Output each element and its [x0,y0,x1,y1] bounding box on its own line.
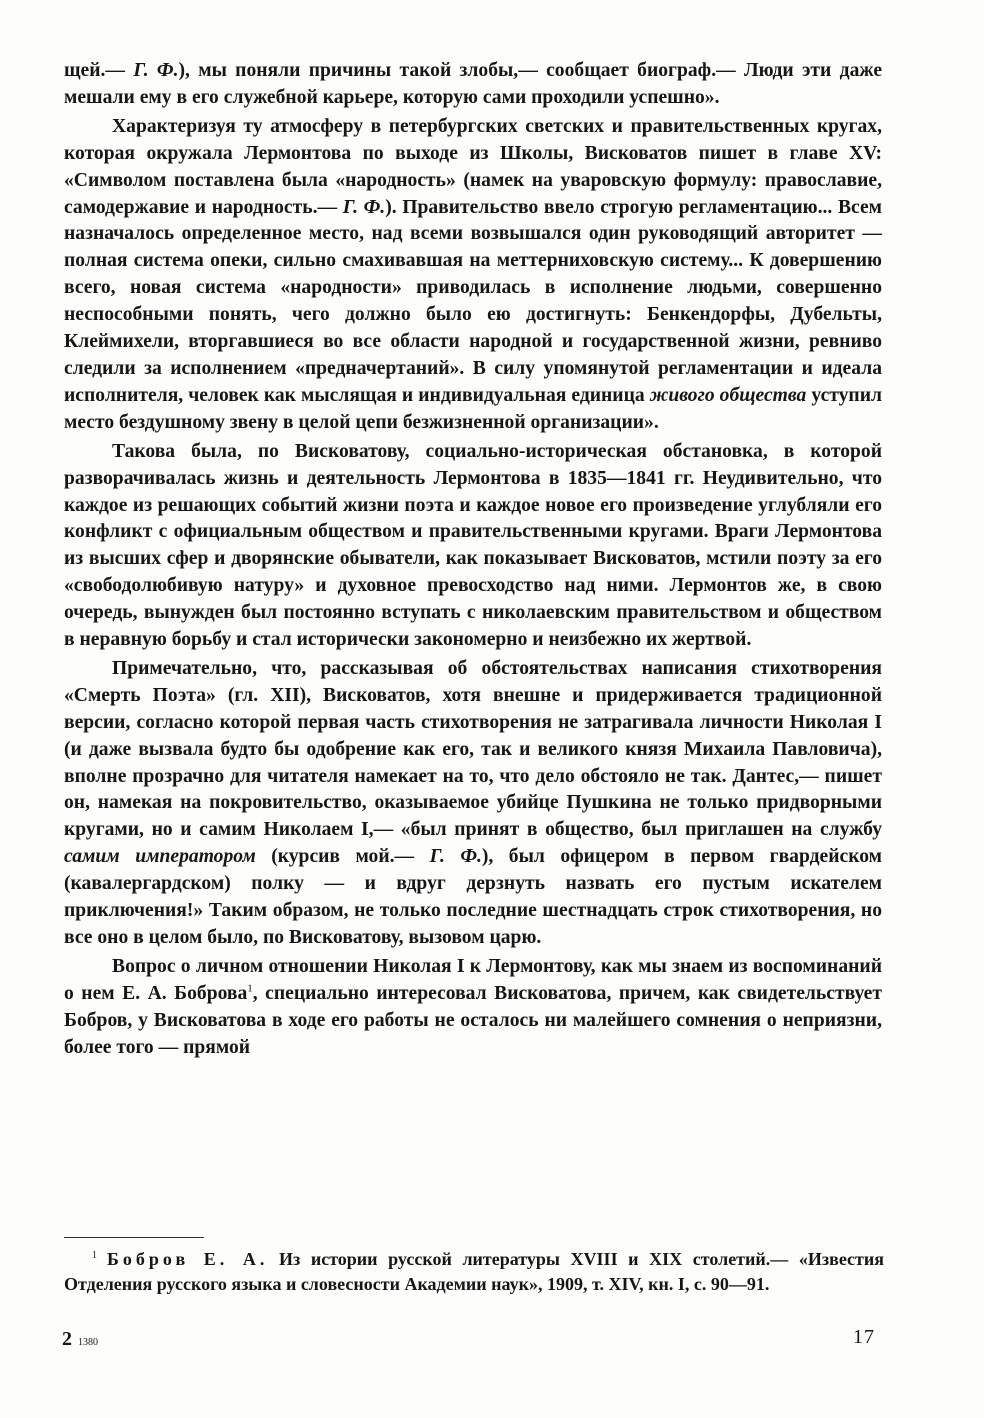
signature-number: 2 [62,1328,72,1350]
text-run: Примечательно, что, рассказывая об обстоятельствах написания стихотворения «Смерть Поэта» (гл. XII), Висковатов, хотя внешне и придерживается традиционной версии, согласно которой первая часть стихотворения не затрагивала личности Николая I (и даже вызвала будто бы одобрение как его, так и великого князя Михаила Павловича), вполне прозрачно для читателя намекает на то, что дело обстояло не так. Дантес,— пишет он, намекая на покровительство, оказываемое убийце Пушкина не только придворными кругами, но и самим Николаем I,— «был принят в общество, был приглашен на службу [64,657,882,841]
printer-signature [62,1328,98,1351]
text-run: ), был офицером в первом гвардейском (кавалергардском) полку — и вдруг дерзнуть назвать его пустым искателем приключения!» Таким образом, не только последние шестнадцать строк стихотворения, но все оно в целом было, по Висковатову, вызовом царю. [64,846,882,948]
signature-code: 1380 [78,1337,98,1348]
footnote-author: Бобров Е. А. [107,1249,269,1269]
italic-text: Г. Ф. [429,846,482,868]
text-run: (курсив мой.— [255,846,430,868]
italic-text: Г. Ф. [342,196,386,218]
text-run: Такова была, по Висковатову, социально-историческая обстановка, в которой разворачивалась жизнь и деятельность Лермонтова в 1835—1841 гг. Неудивительно, что каждое из решающих событий жизни поэта и каждое новое его произведение углубляли его конфликт с официальным обществом и правительственными кругами. Враги Лермонтова из высших сфер и дворянские обыватели, как показывает Висковатов, мстили поэту за его «свободолюбивую натуру» и духовное превосходство над ними. Лермонтов же, в свою очередь, вынужден был постоянно вступать с николаевским правительством и обществом в неравную борьбу и стал исторически закономерно и неизбежно их жертвой. [64,440,882,651]
paragraph [64,114,882,437]
italic-text: самим императором [64,846,256,868]
text-run: Характеризуя ту атмосферу в петербургских светских и правительственных кругах, которая окружала Лермонтова по выходе из Школы, Висковатов пишет в главе XV: «Символом поставлена была «народность» (намек на уваровскую формулу: православие, самодержавие и народность.— [64,115,882,218]
italic-text: живого общества [649,384,807,406]
paragraph [64,954,882,1062]
italic-text: Г. Ф. [133,60,179,81]
text-run: уступил место бездушному звену в целой цепи безжизненной организации». [64,384,883,433]
paragraph [64,58,882,112]
text-run: ). Правительство ввело строгую регламентацию... Всем назначалось определенное место, над всеми возвышался один руководящий авторитет — полная система опеки, сильно смахивавшая на меттерниховскую систему... К довершению всего, новая система «народности» приводилась в исполнение людьми, совершенно неспособными понять, чего должно было ею достигнуть: Бенкендорфы, Дубельты, Клеймихели, вторгавшиеся во все области народной и государственной жизни, ревниво следили за исполнением «предначертаний». В силу упомянутой регламентации и идеала исполнителя, человек как мыслящая и индивидуальная единица [64,196,882,406]
text-run: , специально интересовал Висковатова, причем, как свидетельствует Бобров, у Висковатова в ходе его работы не осталось ни малейшего сомнения о неприязни, более того — прямой [64,982,882,1058]
paragraph [64,439,882,654]
paragraph [64,656,882,952]
footnote-divider [64,1237,204,1238]
footnote-text: Из истории русской литературы XVIII и XIX столетий.— «Известия Отделения русского языка и словесности Академии наук», 1909, т. XIV, кн. I, с. 90—91. [64,1249,884,1294]
body-text [64,58,882,1062]
footnote-reference: 1 [247,982,253,995]
text-run: Вопрос о личном отношении Николая I к Лермонтову, как мы знаем из воспоминаний о нем Е. А. Боброва [64,955,882,1004]
footnote-mark: 1 [92,1250,97,1261]
page-number: 17 [853,1326,875,1348]
footnote [64,1244,884,1296]
text-run: ), мы поняли причины такой злобы,— сообщает биограф.— Люди эти даже мешали ему в его служебной карьере, которую сами проходили успешно». [64,60,883,108]
text-run: щей.— [64,60,134,81]
